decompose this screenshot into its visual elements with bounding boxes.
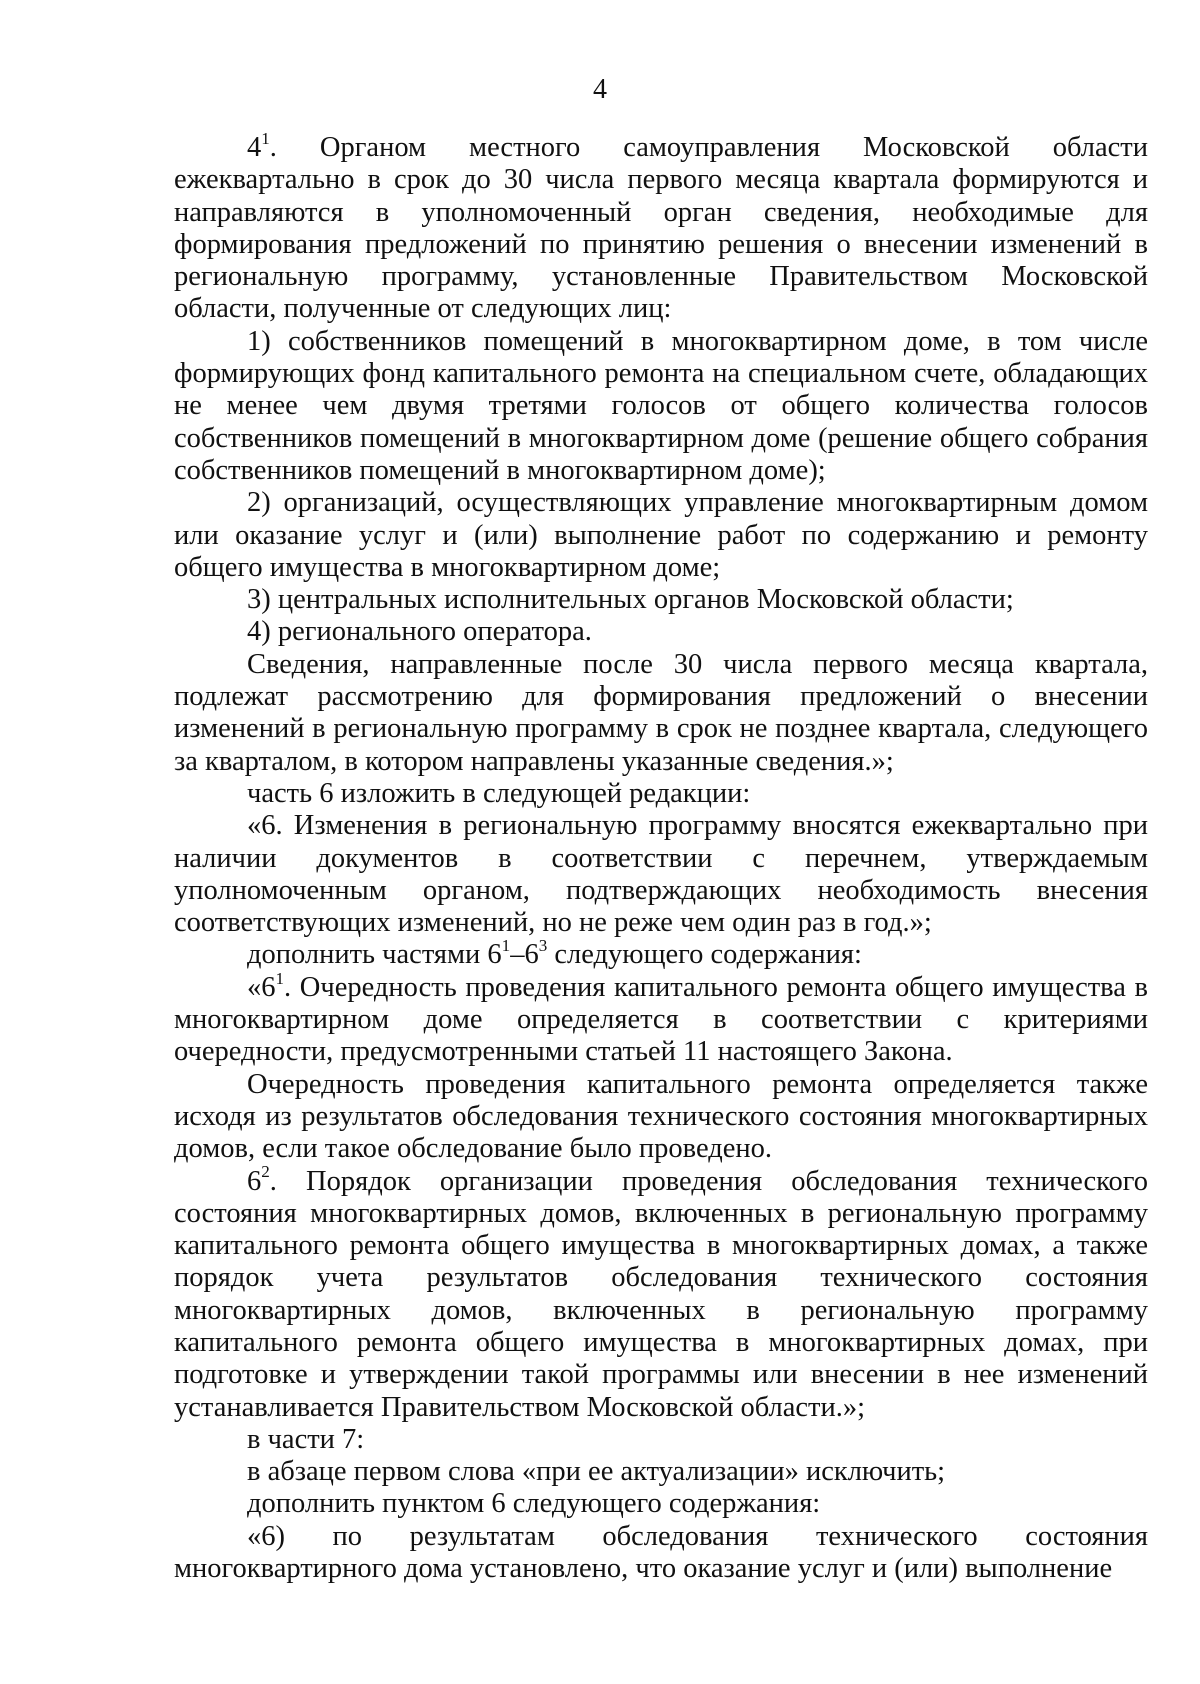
paragraph [174,1069,1148,1166]
superscript: 1 [275,968,285,988]
paragraph-text: часть 6 изложить в следующей редакции: [247,777,751,809]
paragraph-text: 1) собственников помещений в многоквартирном доме, в том числе формирующих фонд капитального ремонта на специальном счете, обладающих не менее чем двумя третями голосов от общего количества голосов собственников помещений в многоквартирном доме (решение общего собрания собственников помещений в многоквартирном доме); [174,325,1148,486]
paragraph-text: следующего содержания: [547,939,862,971]
paragraph [174,1424,1148,1456]
paragraph-text: в абзаце первом слова «при ее актуализации» исключить; [247,1456,946,1488]
paragraph [174,1456,1148,1488]
paragraph [174,810,1148,939]
paragraph [174,584,1148,616]
paragraph [174,968,1148,1069]
paragraph-text: 2) организаций, осуществляющих управление многоквартирным домом или оказание услуг и (или) выполнение работ по содержанию и ремонту общего имущества в многоквартирном доме; [174,487,1148,583]
paragraph-text: дополнить частями 6 [247,939,502,971]
paragraph-text: «6. Изменения в региональную программу вносятся ежеквартально при наличии документов в соответствии с перечнем, утверждаемым уполномоченным органом, подтверждающих необходимость внесения соответствующих изменений, но не реже чем один раз в год.»; [174,810,1148,939]
superscript: 1 [261,128,270,148]
paragraph-text: . Очередность проведения капитального ремонта общего имущества в многоквартирном доме определяется в соответствии с критериями очередности, предусмотренными статьей 11 настоящего Закона. [174,971,1148,1068]
paragraph [174,1521,1148,1586]
paragraph-text: 4) регионального оператора. [247,616,592,648]
paragraph [174,1488,1148,1520]
paragraph-text: в части 7: [247,1423,365,1455]
page-number: 4 [593,74,607,105]
paragraph [174,936,1148,971]
paragraph [174,1162,1148,1424]
document-body [174,128,1148,1585]
paragraph-text: «6) по результатам обследования технического состояния многоквартирного дома установлено, что оказание услуг и (или) выполнение [174,1520,1148,1585]
paragraph [174,487,1148,584]
paragraph-text: . Органом местного самоуправления Московской области ежеквартально в срок до 30 числа первого месяца квартала формируются и направляются в уполномоченный орган сведения, необходимые для формирования предложений по принятию решения о внесении изменений в региональную программу, установленные Правительством Московской области, полученные от следующих лиц: [174,132,1148,325]
paragraph [174,128,1148,326]
superscript: 1 [501,936,511,956]
paragraph [174,649,1148,778]
superscript: 2 [261,1162,270,1182]
paragraph-text: 6 [247,1165,262,1197]
paragraph-text: 4 [247,132,262,163]
paragraph-text: 3) центральных исполнительных органов Московской области; [247,584,1014,616]
paragraph [174,616,1148,648]
superscript: 3 [538,936,548,956]
paragraph [174,326,1148,487]
paragraph-text: дополнить пунктом 6 следующего содержания: [247,1488,821,1520]
paragraph-text: «6 [247,971,276,1003]
paragraph [174,778,1148,810]
paragraph-text: Очередность проведения капитального ремонта определяется также исходя из результатов обследования технического состояния многоквартирных домов, если такое обследование было проведено. [174,1068,1148,1165]
paragraph-text: . Порядок организации проведения обследования технического состояния многоквартирных домов, включенных в региональную программу капитального ремонта общего имущества в многоквартирных домах, а также порядок учета результатов обследования технического состояния многоквартирных домов, включенных в региональную программу капитального ремонта общего имущества в многоквартирных домах, при подготовке и утверждении такой программы или внесении в нее изменений устанавливается Правительством Московской области.»; [174,1165,1148,1423]
paragraph-text: –6 [510,939,539,971]
paragraph-text: Сведения, направленные после 30 числа первого месяца квартала, подлежат рассмотрению для формирования предложений о внесении изменений в региональную программу в срок не позднее квартала, следующего за кварталом, в котором направлены указанные сведения.»; [174,648,1148,777]
